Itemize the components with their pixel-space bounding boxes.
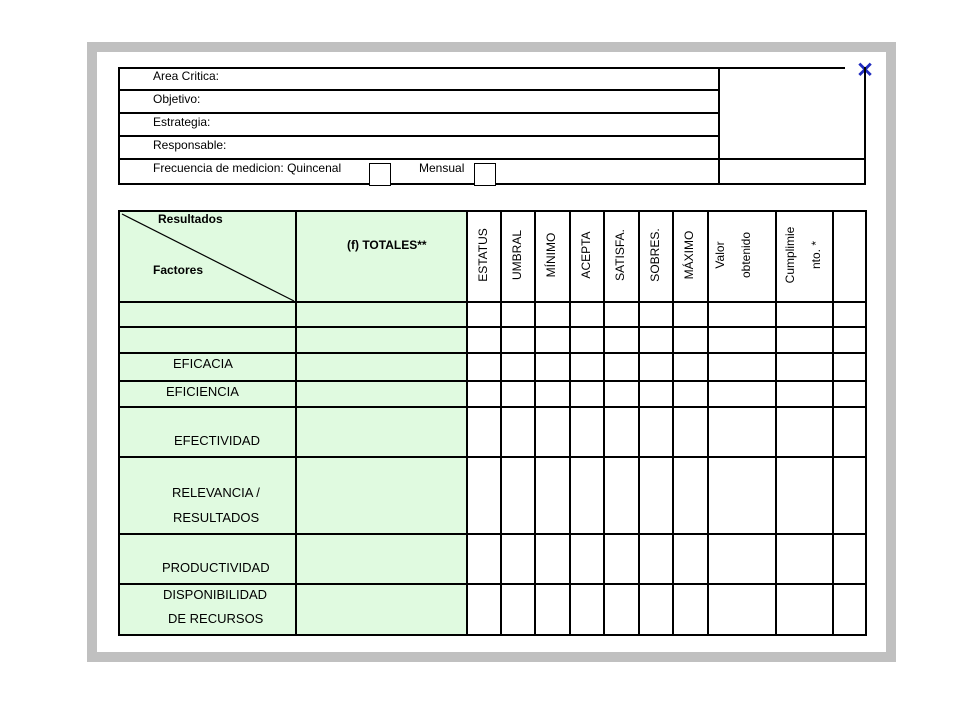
responsable-label: Responsable: xyxy=(153,138,227,152)
table-line xyxy=(118,301,867,303)
valor-header-line1: Valor xyxy=(713,241,727,269)
mensual-checkbox[interactable] xyxy=(474,163,496,186)
table-line xyxy=(603,210,605,636)
col-header: ESTATUS xyxy=(476,228,490,282)
mensual-label: Mensual xyxy=(419,161,465,175)
table-line xyxy=(118,634,867,636)
quincenal-checkbox[interactable] xyxy=(369,163,391,186)
table-line xyxy=(865,210,867,636)
table-line xyxy=(295,210,297,636)
table-line xyxy=(118,210,120,636)
estrategia-label: Estrategia: xyxy=(153,115,211,129)
table-line xyxy=(672,210,674,636)
row-label-disponibilidad: DISPONIBILIDAD xyxy=(163,587,268,602)
table-line xyxy=(118,533,867,535)
col-header: SOBRES. xyxy=(648,228,662,282)
table-line xyxy=(832,210,834,636)
header-row-line xyxy=(118,112,720,114)
totales-header: (f) TOTALES** xyxy=(347,238,427,252)
table-line xyxy=(466,210,468,636)
table-line xyxy=(118,380,867,382)
row-label-eficiencia: EFICIENCIA xyxy=(166,384,239,399)
table-line xyxy=(775,210,777,636)
totales-column-fill xyxy=(297,212,466,634)
header-row-line xyxy=(118,135,720,137)
table-line xyxy=(569,210,571,636)
table-line xyxy=(534,210,536,636)
close-icon[interactable]: ✕ xyxy=(856,59,874,82)
table-line xyxy=(118,583,867,585)
table-line xyxy=(500,210,502,636)
row-label-productividad: PRODUCTIVIDAD xyxy=(162,560,270,575)
corner-resultados: Resultados xyxy=(158,212,223,226)
table-line xyxy=(118,352,867,354)
row-label-recursos: DE RECURSOS xyxy=(168,611,264,626)
header-row-line xyxy=(118,158,720,160)
table-line xyxy=(707,210,709,636)
corner-factores: Factores xyxy=(153,263,204,277)
table-line xyxy=(118,456,867,458)
row-label-eficacia: EFICACIA xyxy=(173,356,233,371)
area-critica-label: Area Critica: xyxy=(153,69,220,83)
header-row-line xyxy=(118,89,720,91)
frecuencia-label: Frecuencia de medicion: Quincenal xyxy=(153,161,342,175)
col-header: MÁXIMO xyxy=(682,230,696,280)
row-label-efectividad: EFECTIVIDAD xyxy=(174,433,260,448)
table-line xyxy=(118,406,867,408)
col-header: UMBRAL xyxy=(510,230,524,281)
col-header: ACEPTA xyxy=(579,231,593,279)
table-line xyxy=(638,210,640,636)
table-line xyxy=(118,326,867,328)
row-label-resultados: RESULTADOS xyxy=(173,510,260,525)
cumplimiento-header-line1: Cumplimie xyxy=(783,226,797,284)
col-header: SATISFA. xyxy=(613,229,627,281)
objetivo-label: Objetivo: xyxy=(153,92,201,106)
cumplimiento-header-line2: nto. * xyxy=(809,240,823,270)
table-line xyxy=(118,210,867,212)
header-row-line xyxy=(718,158,866,160)
header-divider xyxy=(718,67,720,185)
row-label-relevancia: RELEVANCIA / xyxy=(172,485,260,500)
col-header: MÍNIMO xyxy=(544,232,558,278)
valor-header-line2: obtenido xyxy=(739,231,753,279)
